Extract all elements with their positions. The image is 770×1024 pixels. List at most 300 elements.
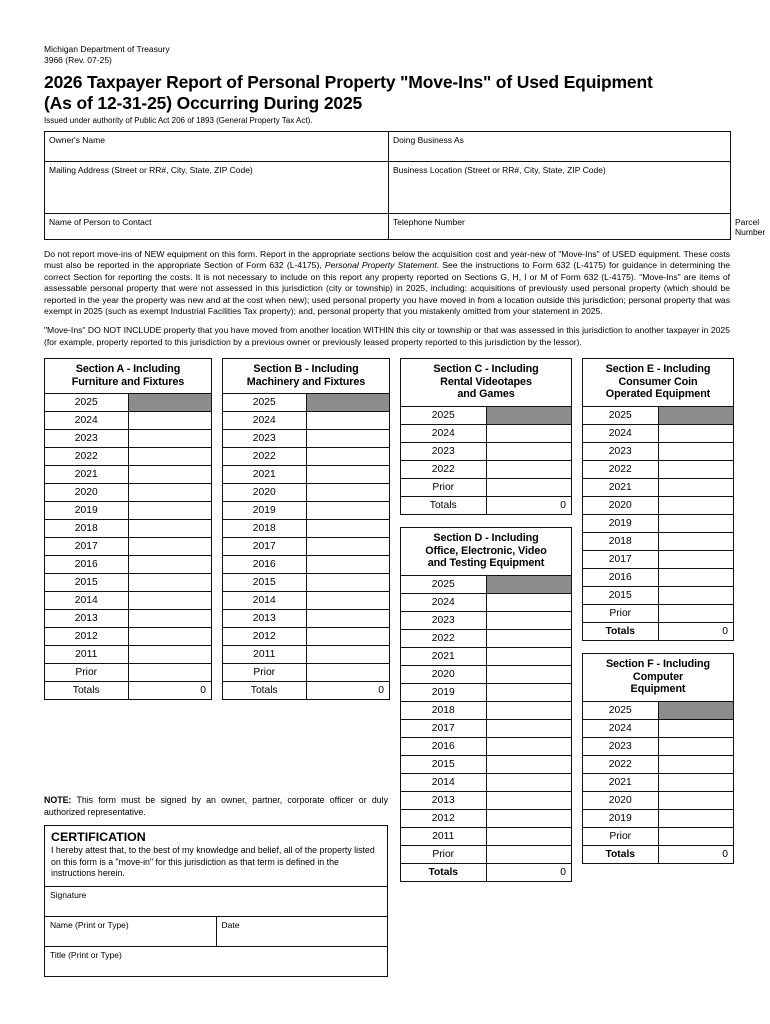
- section-b-row-label-2022: 2022: [223, 448, 307, 466]
- table-row: [223, 412, 390, 430]
- section-a-row-label-2025: 2025: [45, 394, 129, 412]
- section-b-row-label-2017: 2017: [223, 538, 307, 556]
- spacer: [582, 641, 734, 653]
- section-f-row-value-prior[interactable]: [658, 827, 734, 845]
- section-a-row-value-2014[interactable]: [128, 592, 212, 610]
- section-f-row-value-2022[interactable]: [658, 755, 734, 773]
- section-b-row-label-2021: 2021: [223, 466, 307, 484]
- section-c-title-line3: and Games: [457, 388, 515, 401]
- section-b-row-value-2020[interactable]: [306, 484, 390, 502]
- table-row: [45, 430, 212, 448]
- section-d-row-value-2011[interactable]: [486, 827, 572, 845]
- table-row: [45, 502, 212, 520]
- section-e-row-label-prior: Prior: [583, 605, 659, 623]
- signature-field[interactable]: Signature: [45, 886, 387, 916]
- table-row: [583, 443, 734, 461]
- section-f-row-label-2023: 2023: [583, 737, 659, 755]
- section-c-row-value-2023[interactable]: [486, 443, 572, 461]
- table-row: [583, 359, 734, 407]
- table-row: [401, 611, 572, 629]
- table-row: [401, 425, 572, 443]
- table-row: [45, 520, 212, 538]
- section-a-row-label-prior: Prior: [45, 664, 129, 682]
- table-row: [583, 737, 734, 755]
- section-d-row-label-2020: 2020: [401, 665, 487, 683]
- section-d-row-label-2013: 2013: [401, 791, 487, 809]
- section-e-row-label-2021: 2021: [583, 479, 659, 497]
- section-a-header: [45, 359, 212, 394]
- section-f-row-value-2021[interactable]: [658, 773, 734, 791]
- section-b-row-label-2019: 2019: [223, 502, 307, 520]
- section-a-row-label-2020: 2020: [45, 484, 129, 502]
- section-f-row-value-2020[interactable]: [658, 791, 734, 809]
- table-row: [223, 574, 390, 592]
- section-a-row-value-2011[interactable]: [128, 646, 212, 664]
- section-f-totals-label: Totals: [583, 845, 659, 863]
- section-d-table: [400, 527, 572, 882]
- section-d-row-label-2025: 2025: [401, 575, 487, 593]
- section-b-row-label-prior: Prior: [223, 664, 307, 682]
- section-a-row-label-2013: 2013: [45, 610, 129, 628]
- table-row: [223, 430, 390, 448]
- table-row: [401, 719, 572, 737]
- section-b-row-label-2015: 2015: [223, 574, 307, 592]
- section-c-row-value-prior[interactable]: [486, 479, 572, 497]
- table-row: [401, 575, 572, 593]
- table-row: [401, 528, 572, 576]
- section-e-row-value-prior[interactable]: [658, 605, 734, 623]
- spacer: [400, 515, 572, 527]
- table-row: [583, 605, 734, 623]
- section-b-row-label-2016: 2016: [223, 556, 307, 574]
- section-c-row-value-2022[interactable]: [486, 461, 572, 479]
- section-e-row-label-2022: 2022: [583, 461, 659, 479]
- section-d-row-label-2023: 2023: [401, 611, 487, 629]
- section-f-title-line2: Computer: [632, 670, 684, 683]
- table-row: [223, 394, 390, 412]
- section-e-row-value-2015[interactable]: [658, 587, 734, 605]
- section-a-rows: [45, 394, 212, 682]
- table-row: [401, 809, 572, 827]
- name-print-field[interactable]: Name (Print or Type): [45, 916, 216, 946]
- section-f-row-label-2020: 2020: [583, 791, 659, 809]
- section-b-row-value-2021[interactable]: [306, 466, 390, 484]
- section-b-row-label-2013: 2013: [223, 610, 307, 628]
- certification-text: I hereby attest that, to the best of my knowledge and belief, all of the property listed on this form is a "move-in" for this jurisdiction as that term is defined in the instructions herein.: [51, 845, 375, 879]
- table-row: [583, 755, 734, 773]
- section-f-row-label-2025: 2025: [583, 701, 659, 719]
- section-a-title-line1: Section A - Including: [75, 363, 181, 376]
- section-f-totals-row: [583, 845, 734, 863]
- table-row: [583, 569, 734, 587]
- owners-name-field[interactable]: Owner's Name: [45, 132, 389, 162]
- section-d-row-value-2018[interactable]: [486, 701, 572, 719]
- section-a-row-label-2022: 2022: [45, 448, 129, 466]
- table-row: [45, 162, 731, 214]
- table-row: [45, 664, 212, 682]
- table-row: [223, 448, 390, 466]
- table-row: [45, 412, 212, 430]
- section-e-row-value-2017[interactable]: [658, 551, 734, 569]
- section-e-row-label-2023: 2023: [583, 443, 659, 461]
- table-row: [583, 551, 734, 569]
- section-d-row-label-2022: 2022: [401, 629, 487, 647]
- section-e-rows: [583, 407, 734, 623]
- section-e-row-value-2021[interactable]: [658, 479, 734, 497]
- section-b-title-line1: Section B - Including: [253, 363, 359, 376]
- section-b-row-value-2022[interactable]: [306, 448, 390, 466]
- section-b-totals-label: Totals: [223, 682, 307, 700]
- table-row: [45, 538, 212, 556]
- table-row: [401, 701, 572, 719]
- section-a-row-label-2012: 2012: [45, 628, 129, 646]
- date-field[interactable]: Date: [216, 916, 387, 946]
- table-row: [223, 359, 390, 394]
- instructions-paragraph-2: "Move-Ins" DO NOT INCLUDE property that you have moved from another location WITHIN this city or township or that was assessed in this jurisdiction to another taxpayer in 2025 (for example, property reported to this jurisdiction by a previous owner or previously leased property reported to this jurisdiction by the lessor).: [44, 325, 730, 347]
- section-c-title-line1: Section C - Including: [433, 363, 539, 376]
- section-d-row-value-2023[interactable]: [486, 611, 572, 629]
- section-e-row-label-2020: 2020: [583, 497, 659, 515]
- section-b-row-value-2019[interactable]: [306, 502, 390, 520]
- section-b-totals-value: 0: [306, 682, 390, 700]
- section-e-row-value-2023[interactable]: [658, 443, 734, 461]
- section-e-row-value-2025: [658, 407, 734, 425]
- section-d-row-label-2018: 2018: [401, 701, 487, 719]
- section-e-row-label-2017: 2017: [583, 551, 659, 569]
- table-row: [45, 592, 212, 610]
- table-row: [223, 520, 390, 538]
- table-row: [45, 916, 387, 946]
- table-row: [45, 628, 212, 646]
- section-f-header: [583, 654, 734, 702]
- table-row: [223, 592, 390, 610]
- table-row: [583, 773, 734, 791]
- section-f-row-label-2022: 2022: [583, 755, 659, 773]
- table-row: [401, 629, 572, 647]
- section-d-row-label-2021: 2021: [401, 647, 487, 665]
- section-b-row-value-prior[interactable]: [306, 664, 390, 682]
- table-row: [45, 132, 731, 162]
- section-b-row-label-2025: 2025: [223, 394, 307, 412]
- section-e-title-line3: Operated Equipment: [605, 388, 711, 401]
- section-e-row-value-2022[interactable]: [658, 461, 734, 479]
- certification-area: [44, 786, 388, 977]
- certification-fields-table: [45, 886, 387, 977]
- note-text: [44, 795, 388, 818]
- section-b-title-line2: Machinery and Fixtures: [246, 375, 366, 388]
- section-d-row-label-2017: 2017: [401, 719, 487, 737]
- table-row: [223, 664, 390, 682]
- table-row: Name of Person to Contact Telephone Number Parcel Number: [45, 214, 731, 240]
- section-a-row-label-2024: 2024: [45, 412, 129, 430]
- section-d-row-value-2024[interactable]: [486, 593, 572, 611]
- section-a-row-value-2021[interactable]: [128, 466, 212, 484]
- business-location-field[interactable]: Business Location (Street or RR#, City, State, ZIP Code): [389, 162, 731, 214]
- section-c-header: [401, 359, 572, 407]
- page-title: [44, 72, 730, 113]
- table-row: [401, 647, 572, 665]
- table-row: [223, 646, 390, 664]
- section-d-row-label-2012: 2012: [401, 809, 487, 827]
- table-row: [45, 394, 212, 412]
- table-row: [45, 574, 212, 592]
- section-e-title-line1: Section E - Including: [605, 363, 711, 376]
- section-a-row-label-2019: 2019: [45, 502, 129, 520]
- table-row: [401, 407, 572, 425]
- form-number: 3966 (Rev. 07-25): [44, 54, 112, 65]
- table-row: [223, 466, 390, 484]
- section-b-column: [222, 358, 390, 700]
- section-f-row-label-prior: Prior: [583, 827, 659, 845]
- section-d-row-label-2019: 2019: [401, 683, 487, 701]
- note-label: NOTE:: [44, 795, 72, 805]
- table-row: [223, 502, 390, 520]
- section-d-rows: [401, 575, 572, 863]
- section-e-row-label-2016: 2016: [583, 569, 659, 587]
- section-e-row-label-2015: 2015: [583, 587, 659, 605]
- section-a-totals-value: 0: [128, 682, 212, 700]
- table-row: [401, 461, 572, 479]
- instructions-p1-italic: Personal Property Statement: [324, 260, 437, 271]
- section-e-row-label-2024: 2024: [583, 425, 659, 443]
- table-row: [45, 646, 212, 664]
- section-b-row-value-2025: [306, 394, 390, 412]
- section-d-title-line1: Section D - Including: [433, 532, 539, 545]
- section-c-rows: [401, 407, 572, 497]
- section-d-row-label-prior: Prior: [401, 845, 487, 863]
- table-row: [583, 654, 734, 702]
- table-row: [583, 479, 734, 497]
- section-f-row-label-2024: 2024: [583, 719, 659, 737]
- telephone-number-field[interactable]: Telephone Number: [389, 214, 731, 240]
- section-e-f-column: [582, 358, 734, 864]
- certification-box: [44, 825, 388, 977]
- section-e-row-value-2024[interactable]: [658, 425, 734, 443]
- table-row: [583, 701, 734, 719]
- section-f-title-line3: Equipment: [630, 683, 686, 696]
- form-header: [44, 44, 730, 126]
- section-a-title-line2: Furniture and Fixtures: [71, 375, 185, 388]
- section-d-row-label-2015: 2015: [401, 755, 487, 773]
- section-b-row-label-2023: 2023: [223, 430, 307, 448]
- section-d-row-value-2025: [486, 575, 572, 593]
- section-a-row-value-2017[interactable]: [128, 538, 212, 556]
- section-d-row-value-2012[interactable]: [486, 809, 572, 827]
- table-row: [401, 827, 572, 845]
- section-b-row-value-2013[interactable]: [306, 610, 390, 628]
- section-d-row-value-2019[interactable]: [486, 683, 572, 701]
- section-a-row-label-2015: 2015: [45, 574, 129, 592]
- section-e-table: [582, 358, 734, 641]
- section-d-row-value-2014[interactable]: [486, 773, 572, 791]
- agency-name: Michigan Department of Treasury: [44, 44, 170, 54]
- table-row: [45, 484, 212, 502]
- section-f-totals-value: 0: [658, 845, 734, 863]
- table-row: [401, 755, 572, 773]
- table-row: [583, 791, 734, 809]
- section-e-row-value-2018[interactable]: [658, 533, 734, 551]
- section-a-totals-label: Totals: [45, 682, 129, 700]
- section-d-row-value-2021[interactable]: [486, 647, 572, 665]
- section-d-header: [401, 528, 572, 576]
- section-a-row-value-2016[interactable]: [128, 556, 212, 574]
- table-row: [223, 556, 390, 574]
- section-c-row-label-prior: Prior: [401, 479, 487, 497]
- section-b-row-label-2024: 2024: [223, 412, 307, 430]
- section-b-row-value-2011[interactable]: [306, 646, 390, 664]
- section-d-row-value-2016[interactable]: [486, 737, 572, 755]
- section-a-row-label-2018: 2018: [45, 520, 129, 538]
- table-row: [583, 533, 734, 551]
- section-f-row-label-2019: 2019: [583, 809, 659, 827]
- section-e-row-label-2025: 2025: [583, 407, 659, 425]
- section-f-title-line1: Section F - Including: [605, 658, 711, 671]
- doing-business-as-field[interactable]: Doing Business As: [389, 132, 731, 162]
- section-e-totals-row: [583, 623, 734, 641]
- section-d-title-line3: and Testing Equipment: [427, 557, 545, 570]
- section-a-row-value-2015[interactable]: [128, 574, 212, 592]
- table-row: [401, 665, 572, 683]
- section-b-row-value-2015[interactable]: [306, 574, 390, 592]
- table-row: [401, 845, 572, 863]
- section-e-title-line2: Consumer Coin: [618, 375, 698, 388]
- section-d-row-value-2022[interactable]: [486, 629, 572, 647]
- table-row: [45, 610, 212, 628]
- section-d-row-value-2013[interactable]: [486, 791, 572, 809]
- section-e-row-value-2016[interactable]: [658, 569, 734, 587]
- contact-name-field[interactable]: Name of Person to Contact: [45, 214, 389, 240]
- section-f-row-label-2021: 2021: [583, 773, 659, 791]
- section-f-row-value-2025: [658, 701, 734, 719]
- table-row: [583, 461, 734, 479]
- table-row: [223, 628, 390, 646]
- table-row: [45, 946, 387, 976]
- mailing-address-field[interactable]: Mailing Address (Street or RR#, City, State, ZIP Code): [45, 162, 389, 214]
- table-row: [401, 443, 572, 461]
- section-d-row-label-2011: 2011: [401, 827, 487, 845]
- section-a-row-value-2012[interactable]: [128, 628, 212, 646]
- section-d-row-value-2017[interactable]: [486, 719, 572, 737]
- section-a-row-value-2018[interactable]: [128, 520, 212, 538]
- section-b-row-label-2012: 2012: [223, 628, 307, 646]
- table-row: [583, 515, 734, 533]
- section-c-row-value-2025: [486, 407, 572, 425]
- table-row: [401, 773, 572, 791]
- section-b-totals-row: [223, 682, 390, 700]
- section-c-totals-label: Totals: [401, 497, 487, 515]
- section-a-row-label-2017: 2017: [45, 538, 129, 556]
- table-row: [401, 479, 572, 497]
- section-c-totals-row: [401, 497, 572, 515]
- section-f-row-value-2023[interactable]: [658, 737, 734, 755]
- section-b-row-value-2012[interactable]: [306, 628, 390, 646]
- page-title-line2: (As of 12-31-25) Occurring During 2025: [44, 92, 363, 113]
- section-f-rows: [583, 701, 734, 845]
- section-e-row-label-2019: 2019: [583, 515, 659, 533]
- section-f-row-value-2019[interactable]: [658, 809, 734, 827]
- instructions-p1-part1: Do not report move-ins of NEW equipment on this form. Report in the appropriate sections below the acquisition cost and year-new of "Move-Ins" of USED equipment. These costs must also be reported in the appropriate Section of Form 632 (L-4175),: [44, 249, 730, 271]
- section-a-row-label-2016: 2016: [45, 556, 129, 574]
- authority-line: Issued under authority of Public Act 206 of 1893 (General Property Tax Act).: [44, 116, 313, 125]
- section-a-column: [44, 358, 212, 700]
- section-e-row-value-2020[interactable]: [658, 497, 734, 515]
- section-a-row-value-prior[interactable]: [128, 664, 212, 682]
- section-d-row-value-2015[interactable]: [486, 755, 572, 773]
- section-f-row-value-2024[interactable]: [658, 719, 734, 737]
- section-a-row-label-2014: 2014: [45, 592, 129, 610]
- section-c-row-value-2024[interactable]: [486, 425, 572, 443]
- section-c-totals-value: 0: [486, 497, 572, 515]
- section-a-row-label-2011: 2011: [45, 646, 129, 664]
- section-c-table: [400, 358, 572, 515]
- section-b-row-value-2018[interactable]: [306, 520, 390, 538]
- section-b-table: [222, 358, 390, 700]
- table-row: [401, 593, 572, 611]
- table-row: [583, 497, 734, 515]
- table-row: [583, 809, 734, 827]
- section-b-row-label-2011: 2011: [223, 646, 307, 664]
- section-c-row-label-2022: 2022: [401, 461, 487, 479]
- section-d-title-line2: Office, Electronic, Video: [425, 544, 547, 557]
- section-a-table: [44, 358, 212, 700]
- section-e-row-value-2019[interactable]: [658, 515, 734, 533]
- section-d-row-label-2014: 2014: [401, 773, 487, 791]
- section-b-header: [223, 359, 390, 394]
- instructions-p1-part2: . See the instructions to Form 632 (L-4175) for guidance in determining the correct Section for reporting the costs. It is not necessary to include on this report any property reported on Sections G, H, I or M of Form 632 (L-4175). "Move-Ins" are items of assessable personal property that were not assessed in this jurisdiction (city or township) in 2025, including: acquisitions of previously used personal property (which should be reported in the year the property was new and at the cost when new); used personal property you have moved in from a location outside this jurisdiction; personal property that was exempt in 2025 (such as exempt Industrial Facilities Tax property); and, personal property that you mistakenly omitted from your statement in 2025.: [44, 260, 730, 317]
- section-a-row-value-2024[interactable]: [128, 412, 212, 430]
- section-a-row-value-2020[interactable]: [128, 484, 212, 502]
- section-b-row-value-2016[interactable]: [306, 556, 390, 574]
- section-c-row-label-2024: 2024: [401, 425, 487, 443]
- section-a-row-value-2022[interactable]: [128, 448, 212, 466]
- section-d-row-label-2016: 2016: [401, 737, 487, 755]
- section-b-row-value-2017[interactable]: [306, 538, 390, 556]
- section-a-row-label-2023: 2023: [45, 430, 129, 448]
- table-row: [583, 407, 734, 425]
- section-a-row-value-2023[interactable]: [128, 430, 212, 448]
- section-d-row-label-2024: 2024: [401, 593, 487, 611]
- section-a-row-label-2021: 2021: [45, 466, 129, 484]
- section-d-totals-value: 0: [486, 863, 572, 881]
- section-d-row-value-2020[interactable]: [486, 665, 572, 683]
- section-a-totals-row: [45, 682, 212, 700]
- section-b-rows: [223, 394, 390, 682]
- section-c-title-line2: Rental Videotapes: [440, 375, 532, 388]
- section-b-row-value-2014[interactable]: [306, 592, 390, 610]
- section-e-totals-label: Totals: [583, 623, 659, 641]
- page-title-line1: 2026 Taxpayer Report of Personal Property "Move-Ins" of Used Equipment: [44, 72, 653, 92]
- table-row: [583, 425, 734, 443]
- section-b-row-value-2023[interactable]: [306, 430, 390, 448]
- section-e-header: [583, 359, 734, 407]
- table-row: [401, 737, 572, 755]
- section-b-row-label-2020: 2020: [223, 484, 307, 502]
- section-a-row-value-2013[interactable]: [128, 610, 212, 628]
- certification-title: CERTIFICATION: [51, 830, 146, 845]
- section-b-row-label-2018: 2018: [223, 520, 307, 538]
- title-print-field[interactable]: Title (Print or Type): [45, 946, 387, 976]
- section-a-row-value-2025: [128, 394, 212, 412]
- section-d-totals-row: [401, 863, 572, 881]
- section-d-totals-label: Totals: [401, 863, 487, 881]
- section-b-row-value-2024[interactable]: [306, 412, 390, 430]
- section-a-row-value-2019[interactable]: [128, 502, 212, 520]
- table-row: [223, 538, 390, 556]
- table-row: [583, 719, 734, 737]
- table-row: [223, 484, 390, 502]
- section-e-totals-value: 0: [658, 623, 734, 641]
- section-d-row-value-prior[interactable]: [486, 845, 572, 863]
